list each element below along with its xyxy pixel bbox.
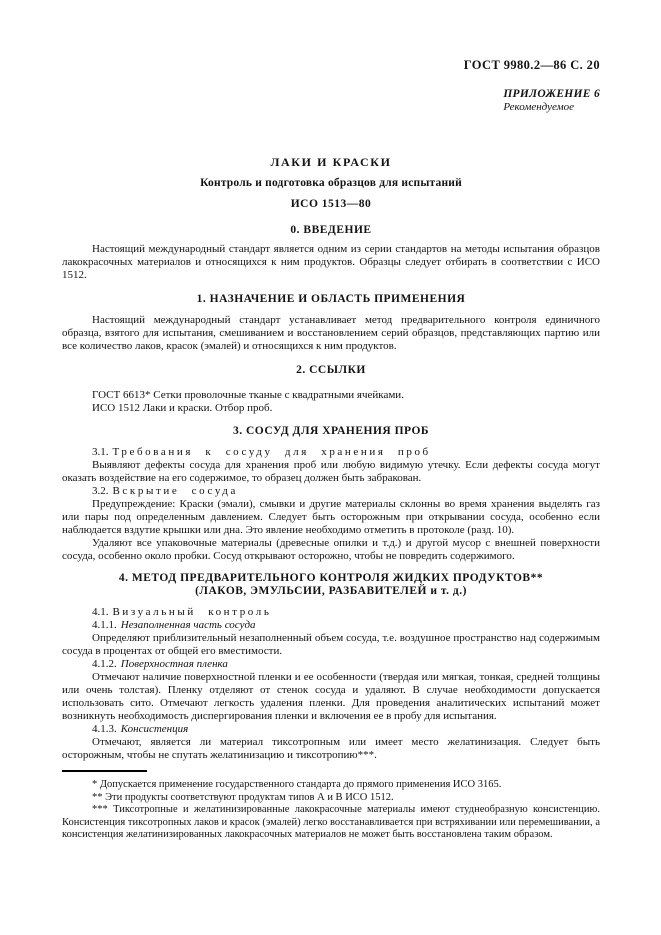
section-number: 3.2. bbox=[92, 485, 109, 497]
section-4-1-1-heading bbox=[62, 619, 600, 632]
section-4-heading-line2: (ЛАКОВ, ЭМУЛЬСИИ, РАЗБАВИТЕЛЕЙ и т. д.) bbox=[195, 585, 467, 597]
section-title: Консистенция bbox=[120, 723, 189, 735]
section-4-1-3-heading bbox=[62, 723, 600, 736]
section-3-1-heading bbox=[62, 446, 600, 459]
section-title: Незаполненная часть сосуда bbox=[120, 619, 256, 631]
section-4-1-2-paragraph: Отмечают наличие поверхностной пленки и ее особенности (твердая или мягкая, тонкая, средней толщины или очень толстая). Пленку отделяют от стенок сосуда и удаляют. В случае необходимости допускается использовать сито. Отмечают легкость удаления пленки. Для проведения аналитических испытаний может возникнуть необходимость диспергирования пленки и включения ее в пробу для испытания. bbox=[62, 671, 600, 722]
section-3-heading: 3. СОСУД ДЛЯ ХРАНЕНИЯ ПРОБ bbox=[232, 425, 430, 437]
section-title: Поверхностная пленка bbox=[120, 658, 228, 670]
appendix-block bbox=[503, 88, 600, 114]
section-number: 3.1. bbox=[92, 446, 109, 458]
section-3-1-paragraph: Выявляют дефекты сосуда для хранения проб или любую видимую утечку. Если дефекты сосуда могут оказать воздействие на его содержимое, то образец должен быть забракован. bbox=[62, 459, 600, 484]
appendix-label: ПРИЛОЖЕНИЕ 6 bbox=[503, 88, 600, 100]
document-reference: ГОСТ 9980.2—86 С. 20 bbox=[463, 58, 600, 72]
section-1-heading: 1. НАЗНАЧЕНИЕ И ОБЛАСТЬ ПРИМЕНЕНИЯ bbox=[196, 293, 466, 305]
section-4-1-3-paragraph: Отмечают, является ли материал тиксотропным или имеет место желатинизация. Следует быть осторожным, чтобы не спутать желатинизацию и тиксотропию***. bbox=[62, 736, 600, 761]
footnotes bbox=[62, 779, 600, 842]
appendix-note: Рекомендуемое bbox=[503, 101, 574, 113]
section-number: 4.1.3. bbox=[92, 723, 117, 735]
document-title: ЛАКИ И КРАСКИ bbox=[270, 155, 392, 169]
section-4-1-2-heading bbox=[62, 658, 600, 671]
section-3-2-heading bbox=[62, 485, 600, 498]
section-title: Визуальный контроль bbox=[112, 606, 272, 618]
scope-paragraph: Настоящий международный стандарт устанавливает метод предварительного контроля единичного образца, взятого для испытания, смешиванием и восстановлением серий образцов, представляющих партию или все количество лаков, красок (эмалей) и относящихся к ним продуктов. bbox=[62, 314, 600, 352]
standard-reference: ИСО 1513—80 bbox=[290, 198, 372, 210]
section-3-2-paragraph: Удаляют все упаковочные материалы (древесные опилки и т.д.) и другой мусор с внешней поверхности сосуда, особенно около пробки. Сосуд открывают осторожно, чтобы не повредить содержимого. bbox=[62, 537, 600, 562]
section-2-heading: 2. ССЫЛКИ bbox=[296, 364, 366, 376]
footnote-1: * Допускается применение государственного стандарта до прямого применения ИСО 3165. bbox=[92, 779, 502, 790]
footnote-3: *** Тиксотропные и желатинизированные лакокрасочные материалы имеют студнеобразную консистенцию. Консистенция тиксотропных лаков и красок (эмалей) легко восстанавливается при встряхивании или перемешивании, а консистенция желатинизированных лакокрасочных материалов не может быть восстановлена таким образом. bbox=[62, 804, 600, 840]
footnote-2: ** Эти продукты соответствуют продуктам типов А и В ИСО 1512. bbox=[92, 791, 394, 803]
section-number: 4.1. bbox=[92, 606, 109, 618]
intro-paragraph: Настоящий международный стандарт является одним из серии стандартов на методы испытания образцов лакокрасочных материалов и относящихся к ним продуктов. Образцы следует отбирать в соответствии с ИСО 1512. bbox=[62, 243, 600, 281]
references-list bbox=[62, 389, 600, 415]
section-0-heading: 0. ВВЕДЕНИЕ bbox=[290, 224, 372, 236]
section-4-1-1-paragraph: Определяют приблизительный незаполненный объем сосуда, т.е. воздушное пространство над содержимым сосуда в процентах от общей его вместимости. bbox=[62, 632, 600, 657]
section-number: 4.1.1. bbox=[92, 619, 117, 631]
section-4-1-heading bbox=[62, 606, 600, 619]
section-4-heading-line1: 4. МЕТОД ПРЕДВАРИТЕЛЬНОГО КОНТРОЛЯ ЖИДКИХ ПРОДУКТОВ** bbox=[118, 572, 544, 584]
warning-paragraph: Предупреждение: Краски (эмали), смывки и другие материалы склонны во время хранения выделять газ или пары под определенным давлением. Следует быть осторожным при открывании сосуда, особенно если наблюдается вздутие крышки или дна. Это явление необходимо отметить в протоколе (разд. 10). bbox=[62, 498, 600, 536]
reference-item: ГОСТ 6613* Сетки проволочные тканые с квадратными ячейками. bbox=[92, 389, 404, 401]
footnote-separator bbox=[62, 770, 147, 772]
appendix-header bbox=[62, 88, 600, 115]
reference-item: ИСО 1512 Лаки и краски. Отбор проб. bbox=[92, 402, 273, 414]
document-subtitle: Контроль и подготовка образцов для испытаний bbox=[200, 177, 462, 189]
section-title: Вскрытие сосуда bbox=[112, 485, 238, 497]
section-number: 4.1.2. bbox=[92, 658, 117, 670]
section-title: Требования к сосуду для хранения проб bbox=[112, 446, 431, 458]
